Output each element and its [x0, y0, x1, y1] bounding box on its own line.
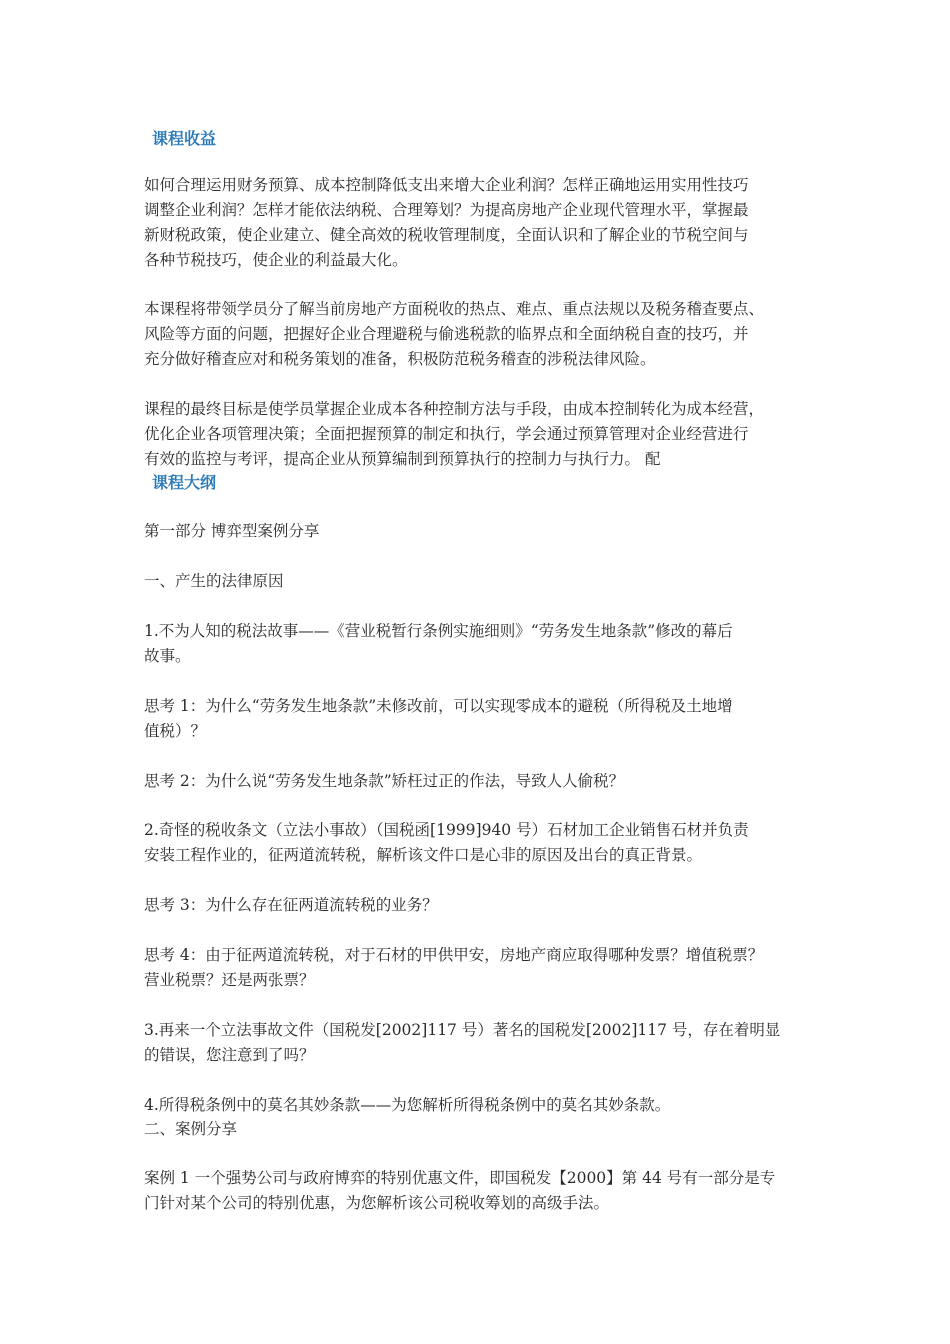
- section-1-title: [144, 569, 814, 594]
- text-line: 优化企业各项管理决策；全面把握预算的制定和执行，学会通过预算管理对企业经营进行: [144, 425, 749, 443]
- text-line: 一、产生的法律原因: [144, 572, 284, 590]
- text-line: 思考 1：为什么“劳务发生地条款”未修改前，可以实现零成本的避税（所得税及土地增: [144, 697, 733, 715]
- text-line: 二、案例分享: [144, 1120, 238, 1138]
- text-line: 各种节税技巧，使企业的利益最大化。: [144, 251, 408, 269]
- text-line: 思考 4：由于征两道流转税，对于石材的甲供甲安，房地产商应取得哪种发票？增值税票？: [144, 946, 764, 964]
- text-line: 案例 1 一个强势公司与政府博弈的特别优惠文件，即国税发【2000】第 44 号有一部分是专: [144, 1169, 776, 1187]
- text-line: 有效的监控与考评，提高企业从预算编制到预算执行的控制力与执行力。 配: [144, 450, 661, 468]
- benefits-paragraph-3: [144, 397, 814, 472]
- item-3: [144, 1018, 814, 1068]
- think-2: [144, 769, 814, 794]
- course-outline-heading: 课程大纲: [152, 473, 217, 492]
- text-line: 风险等方面的问题，把握好企业合理避税与偷逃税款的临界点和全面纳税自查的技巧，并: [144, 325, 749, 343]
- item-2: [144, 818, 814, 868]
- text-line: 新财税政策，使企业建立、健全高效的税收管理制度，全面认识和了解企业的节税空间与: [144, 226, 749, 244]
- course-benefits-heading: 课程收益: [152, 129, 217, 148]
- text-line: 调整企业利润？怎样才能依法纳税、合理筹划？为提高房地产企业现代管理水平，掌握最: [144, 201, 749, 219]
- text-line: 2.奇怪的税收条文（立法小事故）（国税函[1999]940 号）石材加工企业销售石材并负责: [144, 821, 749, 839]
- text-line: 第一部分 博弈型案例分享: [144, 522, 320, 540]
- item-1: [144, 619, 814, 669]
- item-4: [144, 1093, 814, 1118]
- text-line: 如何合理运用财务预算、成本控制降低支出来增大企业利润？怎样正确地运用实用性技巧: [144, 176, 749, 194]
- think-3: [144, 893, 814, 918]
- text-line: 思考 3：为什么存在征两道流转税的业务？: [144, 896, 438, 914]
- text-line: 营业税票？还是两张票？: [144, 971, 315, 989]
- text-line: 1.不为人知的税法故事——《营业税暂行条例实施细则》“劳务发生地条款”修改的幕后: [144, 622, 733, 640]
- think-4: [144, 943, 814, 993]
- text-line: 3.再来一个立法事故文件（国税发[2002]117 号）著名的国税发[2002]117 号，存在着明显: [144, 1021, 781, 1039]
- text-line: 本课程将带领学员分了解当前房地产方面税收的热点、难点、重点法规以及税务稽查要点、: [144, 300, 765, 318]
- benefits-paragraph-1: [144, 173, 814, 273]
- text-line: 安装工程作业的，征两道流转税，解析该文件口是心非的原因及出台的真正背景。: [144, 846, 703, 864]
- benefits-paragraph-2: [144, 297, 814, 372]
- text-line: 门针对某个公司的特别优惠，为您解析该公司税收筹划的高级手法。: [144, 1194, 610, 1212]
- text-line: 充分做好稽查应对和税务策划的准备，积极防范税务稽查的涉税法律风险。: [144, 350, 656, 368]
- text-line: 值税）？: [144, 722, 207, 740]
- text-line: 思考 2：为什么说“劳务发生地条款”矫枉过正的作法，导致人人偷税？: [144, 772, 625, 790]
- text-line: 课程的最终目标是使学员掌握企业成本各种控制方法与手段，由成本控制转化为成本经营，: [144, 400, 765, 418]
- think-1: [144, 694, 814, 744]
- part-1-title: [144, 519, 814, 544]
- case-1: [144, 1166, 814, 1216]
- section-2-title: [144, 1117, 814, 1142]
- text-line: 4.所得税条例中的莫名其妙条款——为您解析所得税条例中的莫名其妙条款。: [144, 1096, 671, 1114]
- text-line: 的错误，您注意到了吗？: [144, 1046, 315, 1064]
- text-line: 故事。: [144, 647, 191, 665]
